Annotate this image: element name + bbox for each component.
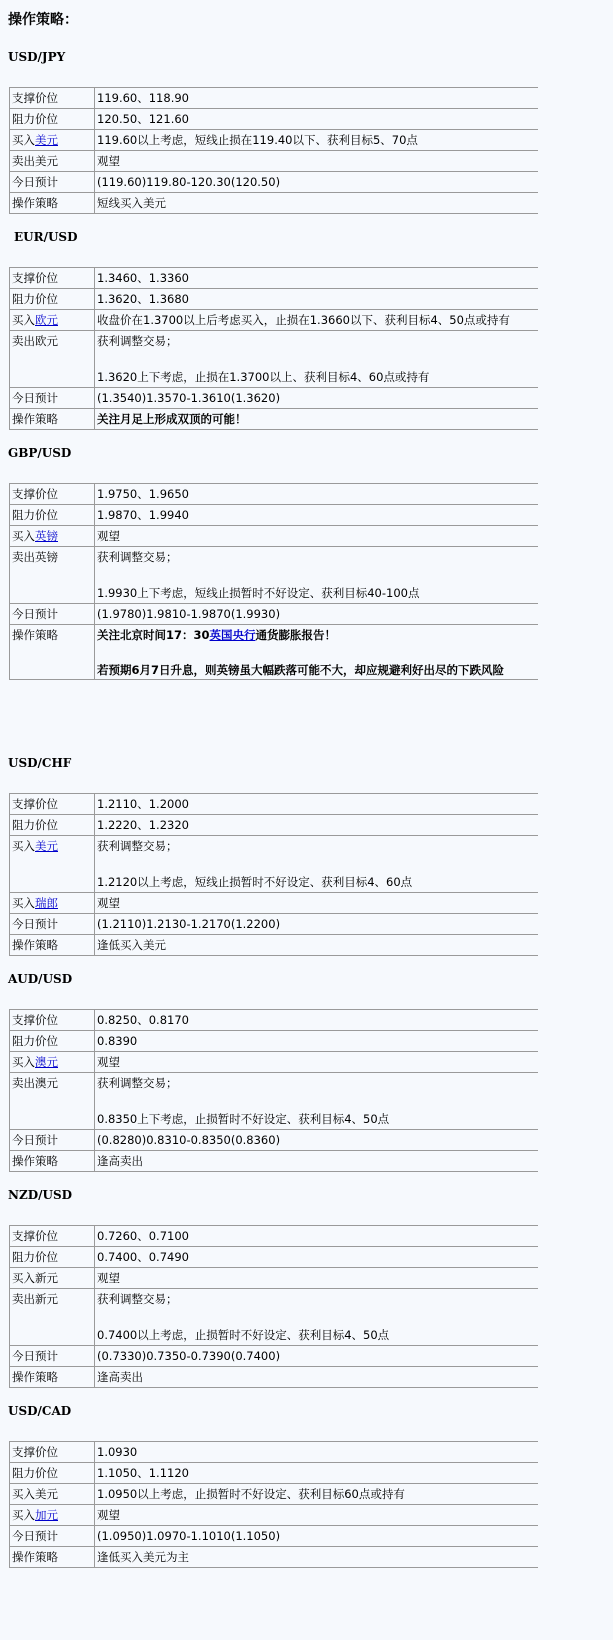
value-text: 1.0930 xyxy=(97,1445,138,1459)
row-label xyxy=(10,1031,95,1052)
value-text: (0.8280)0.8310-0.8350(0.8360) xyxy=(97,1133,281,1147)
row-value xyxy=(95,1226,539,1247)
value-line-2: 1.3620上下考虑，止损在1.3700以上、获利目标4、60点或持有 xyxy=(97,370,430,384)
row-value xyxy=(95,1463,539,1484)
value-text: 观望 xyxy=(97,154,120,168)
value-text: (1.2110)1.2130-1.2170(1.2200) xyxy=(97,917,281,931)
row-value xyxy=(95,193,539,214)
row-label xyxy=(10,1247,95,1268)
value-line xyxy=(97,1031,538,1051)
currency-link[interactable]: 瑞郎 xyxy=(35,896,58,910)
row-value xyxy=(95,1151,539,1172)
value-text: 获利调整交易； xyxy=(97,839,178,853)
table-row xyxy=(10,130,539,151)
row-label xyxy=(10,310,95,331)
label-text: 支撑价位 xyxy=(12,1445,58,1459)
row-value xyxy=(95,935,539,956)
value-line xyxy=(97,109,538,129)
table-row xyxy=(10,388,539,409)
value-line-2: 1.9930上下考虑，短线止损暂时不好设定、获利目标40-100点 xyxy=(97,586,420,600)
value-spacer xyxy=(97,645,538,661)
row-label xyxy=(10,172,95,193)
table-row xyxy=(10,625,539,680)
table-row xyxy=(10,794,539,815)
row-label xyxy=(10,1547,95,1568)
label-text: 阻力价位 xyxy=(12,1034,58,1048)
row-label xyxy=(10,1073,95,1130)
table-row xyxy=(10,914,539,935)
currency-link[interactable]: 美元 xyxy=(35,133,58,147)
row-label xyxy=(10,1505,95,1526)
value-line-2: 0.8350上下考虑，止损暂时不好设定、获利目标4、50点 xyxy=(97,1112,390,1126)
table-row xyxy=(10,1130,539,1151)
label-text: 操作策略 xyxy=(12,1370,58,1384)
table-row xyxy=(10,1463,539,1484)
table-row xyxy=(10,289,539,310)
row-value xyxy=(95,172,539,193)
value-line xyxy=(97,388,538,408)
value-text: 收盘价在1.3700以上后考虑买入，止损在1.3660以下、获利目标4、50点或持有 xyxy=(97,313,510,327)
value-line xyxy=(97,484,538,504)
value-text: 逢高卖出 xyxy=(97,1370,143,1384)
row-value xyxy=(95,331,539,388)
label-text: 今日预计 xyxy=(12,1349,58,1363)
pair-title: USD/CHF xyxy=(8,756,72,770)
table-row xyxy=(10,331,539,388)
label-text: 卖出新元 xyxy=(12,1292,58,1306)
value-text: 119.60、118.90 xyxy=(97,91,189,105)
row-value xyxy=(95,1484,539,1505)
table-row xyxy=(10,893,539,914)
value-line xyxy=(97,151,538,171)
value-text: 获利调整交易； xyxy=(97,1292,178,1306)
value-line xyxy=(97,130,538,150)
table-row xyxy=(10,193,539,214)
table-row xyxy=(10,88,539,109)
label-prefix: 买入 xyxy=(12,839,35,853)
pair-title: AUD/USD xyxy=(8,972,73,986)
table-row xyxy=(10,505,539,526)
row-label xyxy=(10,1268,95,1289)
row-value xyxy=(95,388,539,409)
currency-link[interactable]: 澳元 xyxy=(35,1055,58,1069)
label-text: 操作策略 xyxy=(12,938,58,952)
value-text: (1.9780)1.9810-1.9870(1.9930) xyxy=(97,607,281,621)
label-text: 阻力价位 xyxy=(12,818,58,832)
table-row xyxy=(10,1151,539,1172)
value-text: 短线买入美元 xyxy=(97,196,166,210)
value-text: 通货膨胀报告！ xyxy=(255,628,337,642)
value-line xyxy=(97,1010,538,1030)
table-row xyxy=(10,1547,539,1568)
value-text: 1.2220、1.2320 xyxy=(97,818,189,832)
value-line xyxy=(97,836,538,856)
value-text: 观望 xyxy=(97,1271,120,1285)
label-text: 买入美元 xyxy=(12,1487,58,1501)
label-prefix: 买入 xyxy=(12,1055,35,1069)
value-line xyxy=(97,88,538,108)
row-label xyxy=(10,1526,95,1547)
table-row xyxy=(10,1367,539,1388)
value-line xyxy=(97,331,538,351)
value-text: 观望 xyxy=(97,529,120,543)
row-label xyxy=(10,109,95,130)
value-text: 1.0950以上考虑，止损暂时不好设定、获利目标60点或持有 xyxy=(97,1487,405,1501)
value-line xyxy=(97,1130,538,1150)
row-value xyxy=(95,893,539,914)
label-text: 今日预计 xyxy=(12,917,58,931)
row-label xyxy=(10,604,95,625)
value-text: 关注月足上形成双顶的可能！ xyxy=(97,412,247,426)
value-line xyxy=(97,1442,538,1462)
table-row xyxy=(10,1289,539,1346)
label-text: 支撑价位 xyxy=(12,1013,58,1027)
value-line xyxy=(97,310,538,330)
row-value xyxy=(95,484,539,505)
row-label xyxy=(10,815,95,836)
value-line xyxy=(97,526,538,546)
label-text: 阻力价位 xyxy=(12,112,58,126)
pair-title: USD/JPY xyxy=(8,50,66,64)
value-spacer xyxy=(97,1093,538,1109)
value-text: 0.8390 xyxy=(97,1034,138,1048)
value-text: 获利调整交易； xyxy=(97,334,178,348)
table-row xyxy=(10,1268,539,1289)
table-row xyxy=(10,1247,539,1268)
table-row xyxy=(10,604,539,625)
row-label xyxy=(10,547,95,604)
row-value xyxy=(95,1052,539,1073)
row-value xyxy=(95,310,539,331)
strategy-table xyxy=(9,793,538,956)
value-line xyxy=(97,794,538,814)
table-row xyxy=(10,815,539,836)
table-row xyxy=(10,1031,539,1052)
value-line xyxy=(97,547,538,567)
row-value xyxy=(95,409,539,430)
label-text: 卖出澳元 xyxy=(12,1076,58,1090)
label-prefix: 买入 xyxy=(12,133,35,147)
label-text: 今日预计 xyxy=(12,1529,58,1543)
table-row xyxy=(10,484,539,505)
value-text: 1.9870、1.9940 xyxy=(97,508,189,522)
value-line xyxy=(97,1289,538,1309)
value-line xyxy=(97,505,538,525)
strategy-table xyxy=(9,1441,538,1568)
row-value xyxy=(95,268,539,289)
table-row xyxy=(10,151,539,172)
label-text: 操作策略 xyxy=(12,628,58,642)
pair-title: NZD/USD xyxy=(8,1188,73,1202)
row-label xyxy=(10,1367,95,1388)
value-spacer xyxy=(97,351,538,367)
value-line xyxy=(97,1226,538,1246)
row-label xyxy=(10,289,95,310)
value-line xyxy=(97,1526,538,1546)
value-text: (0.7330)0.7350-0.7390(0.7400) xyxy=(97,1349,281,1363)
label-text: 支撑价位 xyxy=(12,797,58,811)
value-text: 1.2110、1.2000 xyxy=(97,797,189,811)
table-row xyxy=(10,268,539,289)
row-value xyxy=(95,1010,539,1031)
table-row xyxy=(10,1442,539,1463)
table-row xyxy=(10,935,539,956)
value-text: 获利调整交易； xyxy=(97,550,178,564)
row-value xyxy=(95,526,539,547)
row-value xyxy=(95,1247,539,1268)
row-value xyxy=(95,1130,539,1151)
strategy-table xyxy=(9,1225,538,1388)
value-line xyxy=(97,1505,538,1525)
label-text: 支撑价位 xyxy=(12,1229,58,1243)
table-row xyxy=(10,836,539,893)
table-row xyxy=(10,526,539,547)
row-value xyxy=(95,836,539,893)
pair-title: EUR/USD xyxy=(14,230,78,244)
value-text: 获利调整交易； xyxy=(97,1076,178,1090)
row-label xyxy=(10,388,95,409)
row-value xyxy=(95,794,539,815)
currency-link[interactable]: 美元 xyxy=(35,839,58,853)
value-line xyxy=(97,289,538,309)
value-text: 观望 xyxy=(97,896,120,910)
row-value xyxy=(95,1505,539,1526)
row-value xyxy=(95,625,539,680)
table-row xyxy=(10,547,539,604)
value-text: (1.3540)1.3570-1.3610(1.3620) xyxy=(97,391,281,405)
value-text: 逢低买入美元为主 xyxy=(97,1550,189,1564)
value-line xyxy=(97,1463,538,1483)
row-value xyxy=(95,1442,539,1463)
label-text: 卖出英镑 xyxy=(12,550,58,564)
row-value xyxy=(95,914,539,935)
value-text: 逢高卖出 xyxy=(97,1154,143,1168)
value-line xyxy=(97,914,538,934)
row-label xyxy=(10,794,95,815)
label-prefix: 买入 xyxy=(12,896,35,910)
row-label xyxy=(10,935,95,956)
value-line xyxy=(97,193,538,213)
label-text: 操作策略 xyxy=(12,196,58,210)
label-text: 操作策略 xyxy=(12,412,58,426)
row-label xyxy=(10,1130,95,1151)
label-prefix: 买入 xyxy=(12,1508,35,1522)
row-label xyxy=(10,331,95,388)
value-line xyxy=(97,409,538,429)
value-line xyxy=(97,1484,538,1504)
value-line xyxy=(97,1547,538,1567)
label-text: 阻力价位 xyxy=(12,1466,58,1480)
row-value xyxy=(95,130,539,151)
value-line xyxy=(97,1151,538,1171)
value-text: 1.1050、1.1120 xyxy=(97,1466,189,1480)
row-value xyxy=(95,109,539,130)
label-text: 今日预计 xyxy=(12,175,58,189)
row-value xyxy=(95,1526,539,1547)
page-title: 操作策略： xyxy=(8,12,78,28)
row-label xyxy=(10,914,95,935)
label-text: 买入新元 xyxy=(12,1271,58,1285)
label-text: 操作策略 xyxy=(12,1154,58,1168)
label-text: 今日预计 xyxy=(12,391,58,405)
row-value xyxy=(95,1031,539,1052)
row-value xyxy=(95,289,539,310)
value-text: 1.3460、1.3360 xyxy=(97,271,189,285)
strategy-table xyxy=(9,267,538,430)
row-label xyxy=(10,1463,95,1484)
table-row xyxy=(10,1010,539,1031)
value-line xyxy=(97,1247,538,1267)
row-label xyxy=(10,893,95,914)
row-label xyxy=(10,1442,95,1463)
value-line xyxy=(97,1367,538,1387)
table-row xyxy=(10,1505,539,1526)
row-label xyxy=(10,193,95,214)
table-row xyxy=(10,409,539,430)
strategy-table xyxy=(9,483,538,680)
label-text: 卖出欧元 xyxy=(12,334,58,348)
row-value xyxy=(95,1367,539,1388)
value-line xyxy=(97,815,538,835)
value-text: 关注北京时间17：30 xyxy=(97,628,210,642)
value-line-2: 0.7400以上考虑，止损暂时不好设定、获利目标4、50点 xyxy=(97,1328,390,1342)
value-line xyxy=(97,1346,538,1366)
row-label xyxy=(10,1151,95,1172)
label-prefix: 买入 xyxy=(12,529,35,543)
currency-link[interactable]: 加元 xyxy=(35,1508,58,1522)
row-value xyxy=(95,88,539,109)
row-label xyxy=(10,505,95,526)
row-label xyxy=(10,130,95,151)
table-row xyxy=(10,310,539,331)
value-spacer xyxy=(97,856,538,872)
value-text: 观望 xyxy=(97,1508,120,1522)
row-label xyxy=(10,409,95,430)
row-value xyxy=(95,1547,539,1568)
row-label xyxy=(10,88,95,109)
row-label xyxy=(10,151,95,172)
value-text: 0.8250、0.8170 xyxy=(97,1013,189,1027)
value-text: 1.3620、1.3680 xyxy=(97,292,189,306)
value-text: (119.60)119.80-120.30(120.50) xyxy=(97,175,281,189)
label-prefix: 买入 xyxy=(12,313,35,327)
currency-link[interactable]: 欧元 xyxy=(35,313,58,327)
label-text: 卖出美元 xyxy=(12,154,58,168)
table-row xyxy=(10,172,539,193)
value-line-2: 若预期6月7日升息，则英镑虽大幅跌落可能不大，却应规避利好出尽的下跌风险 xyxy=(97,663,504,677)
row-value xyxy=(95,1346,539,1367)
currency-link[interactable]: 英镑 xyxy=(35,529,58,543)
row-value xyxy=(95,505,539,526)
label-text: 支撑价位 xyxy=(12,487,58,501)
table-row xyxy=(10,1484,539,1505)
value-text: 观望 xyxy=(97,1055,120,1069)
pair-title: GBP/USD xyxy=(8,446,72,460)
value-line xyxy=(97,604,538,624)
row-value xyxy=(95,1268,539,1289)
value-line xyxy=(97,268,538,288)
row-label xyxy=(10,1226,95,1247)
label-text: 阻力价位 xyxy=(12,292,58,306)
value-line xyxy=(97,1073,538,1093)
value-line xyxy=(97,172,538,192)
value-line-2: 1.2120以上考虑，短线止损暂时不好设定、获利目标4、60点 xyxy=(97,875,413,889)
boe-link[interactable]: 英国央行 xyxy=(209,628,256,642)
row-label xyxy=(10,484,95,505)
label-text: 今日预计 xyxy=(12,607,58,621)
table-row xyxy=(10,1526,539,1547)
row-label xyxy=(10,1289,95,1346)
row-label xyxy=(10,1010,95,1031)
label-text: 阻力价位 xyxy=(12,1250,58,1264)
row-value xyxy=(95,1289,539,1346)
row-value xyxy=(95,151,539,172)
strategy-table xyxy=(9,87,538,214)
row-value xyxy=(95,604,539,625)
value-spacer xyxy=(97,567,538,583)
table-row xyxy=(10,1346,539,1367)
table-row xyxy=(10,1226,539,1247)
pair-title: USD/CAD xyxy=(8,1404,72,1418)
label-text: 今日预计 xyxy=(12,1133,58,1147)
label-text: 支撑价位 xyxy=(12,91,58,105)
value-line xyxy=(97,625,538,645)
table-row xyxy=(10,109,539,130)
value-text: 逢低买入美元 xyxy=(97,938,166,952)
row-label xyxy=(10,1052,95,1073)
row-value xyxy=(95,1073,539,1130)
row-label xyxy=(10,526,95,547)
row-label xyxy=(10,268,95,289)
value-text: 0.7260、0.7100 xyxy=(97,1229,189,1243)
label-text: 操作策略 xyxy=(12,1550,58,1564)
row-label xyxy=(10,836,95,893)
value-text: 1.9750、1.9650 xyxy=(97,487,189,501)
value-line xyxy=(97,1052,538,1072)
label-text: 支撑价位 xyxy=(12,271,58,285)
value-text: 120.50、121.60 xyxy=(97,112,189,126)
value-line xyxy=(97,935,538,955)
table-row xyxy=(10,1052,539,1073)
value-text: 0.7400、0.7490 xyxy=(97,1250,189,1264)
strategy-table xyxy=(9,1009,538,1172)
row-label xyxy=(10,1484,95,1505)
value-line xyxy=(97,893,538,913)
value-line xyxy=(97,1268,538,1288)
value-spacer xyxy=(97,1309,538,1325)
row-label xyxy=(10,1346,95,1367)
value-text: 119.60以上考虑，短线止损在119.40以下、获利目标5、70点 xyxy=(97,133,418,147)
label-text: 阻力价位 xyxy=(12,508,58,522)
row-value xyxy=(95,815,539,836)
value-text: (1.0950)1.0970-1.1010(1.1050) xyxy=(97,1529,281,1543)
table-row xyxy=(10,1073,539,1130)
row-label xyxy=(10,625,95,680)
row-value xyxy=(95,547,539,604)
